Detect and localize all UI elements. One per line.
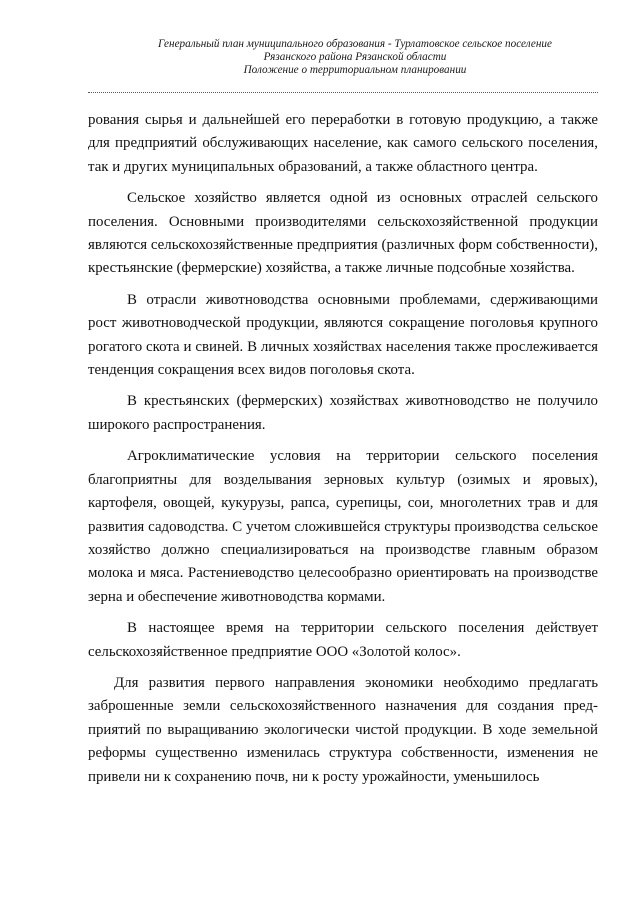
header-line-2: Рязанского района Рязанской области — [263, 51, 447, 63]
paragraph-3: В отрасли животноводства основными проблемами, сдерживающими рост животноводческой продукции, являются сокращение поголовья крупного рогатого скота и свиней. В личных хозяйствах населения также прослеживается тенденция сокращения всех видов поголовья скота. — [88, 291, 598, 379]
header-line-1: Генеральный план муниципального образования - Турлатовское сельское поселение — [158, 38, 552, 50]
header-line-3: Положение о территориальном планировании — [243, 64, 467, 76]
paragraph-7: Для развития первого направления экономики необходимо предлагать заброшенные земли сельскохозяйственного назначения для создания предприятий по выращиванию экологически чистой продукции. В ходе земельной реформы существенно изменилась структура собственности, изменения не привели ни к сохранению почв, ни к росту урожайности, уменьшилось — [88, 674, 598, 785]
page-header — [90, 38, 620, 77]
paragraph-1: рования сырья и дальнейшей его переработки в готовую продукцию, а также для предприятий обслуживающих население, как самого сельского поселения, так и других муниципальных образований, а также областного центра. — [88, 112, 598, 175]
paragraph-6: В настоящее время на территории сельского поселения действует сельскохозяйственное предприятие ООО «Золотой колос». — [88, 620, 598, 660]
paragraph-5: Агроклиматические условия на территории сельского поселения благоприятны для возделывания зерновых культур (озимых и яровых), картофеля, овощей, кукурузы, рапса, сурепицы, сои, многолетних трав и для развития садоводства. С учетом сложившейся структуры производства сельское хозяйство должно специализироваться на производстве главным образом молока и мяса. Растениеводство целесообразно ориентировать на производстве зерна и обеспечение животноводства кормами. — [88, 448, 598, 605]
paragraph-4: В крестьянских (фермерских) хозяйствах животноводство не получило широкого распространения. — [88, 393, 598, 433]
paragraph-2: Сельское хозяйство является одной из основных отраслей сельского поселения. Основными производителями сельскохозяйственной продукции являются сельскохозяйственные предприятия (различных форм собственности), крестьянские (фермерские) хозяйства, а также личные подсобные хозяйства. — [88, 190, 598, 277]
document-body — [88, 109, 598, 789]
header-divider — [88, 92, 598, 93]
